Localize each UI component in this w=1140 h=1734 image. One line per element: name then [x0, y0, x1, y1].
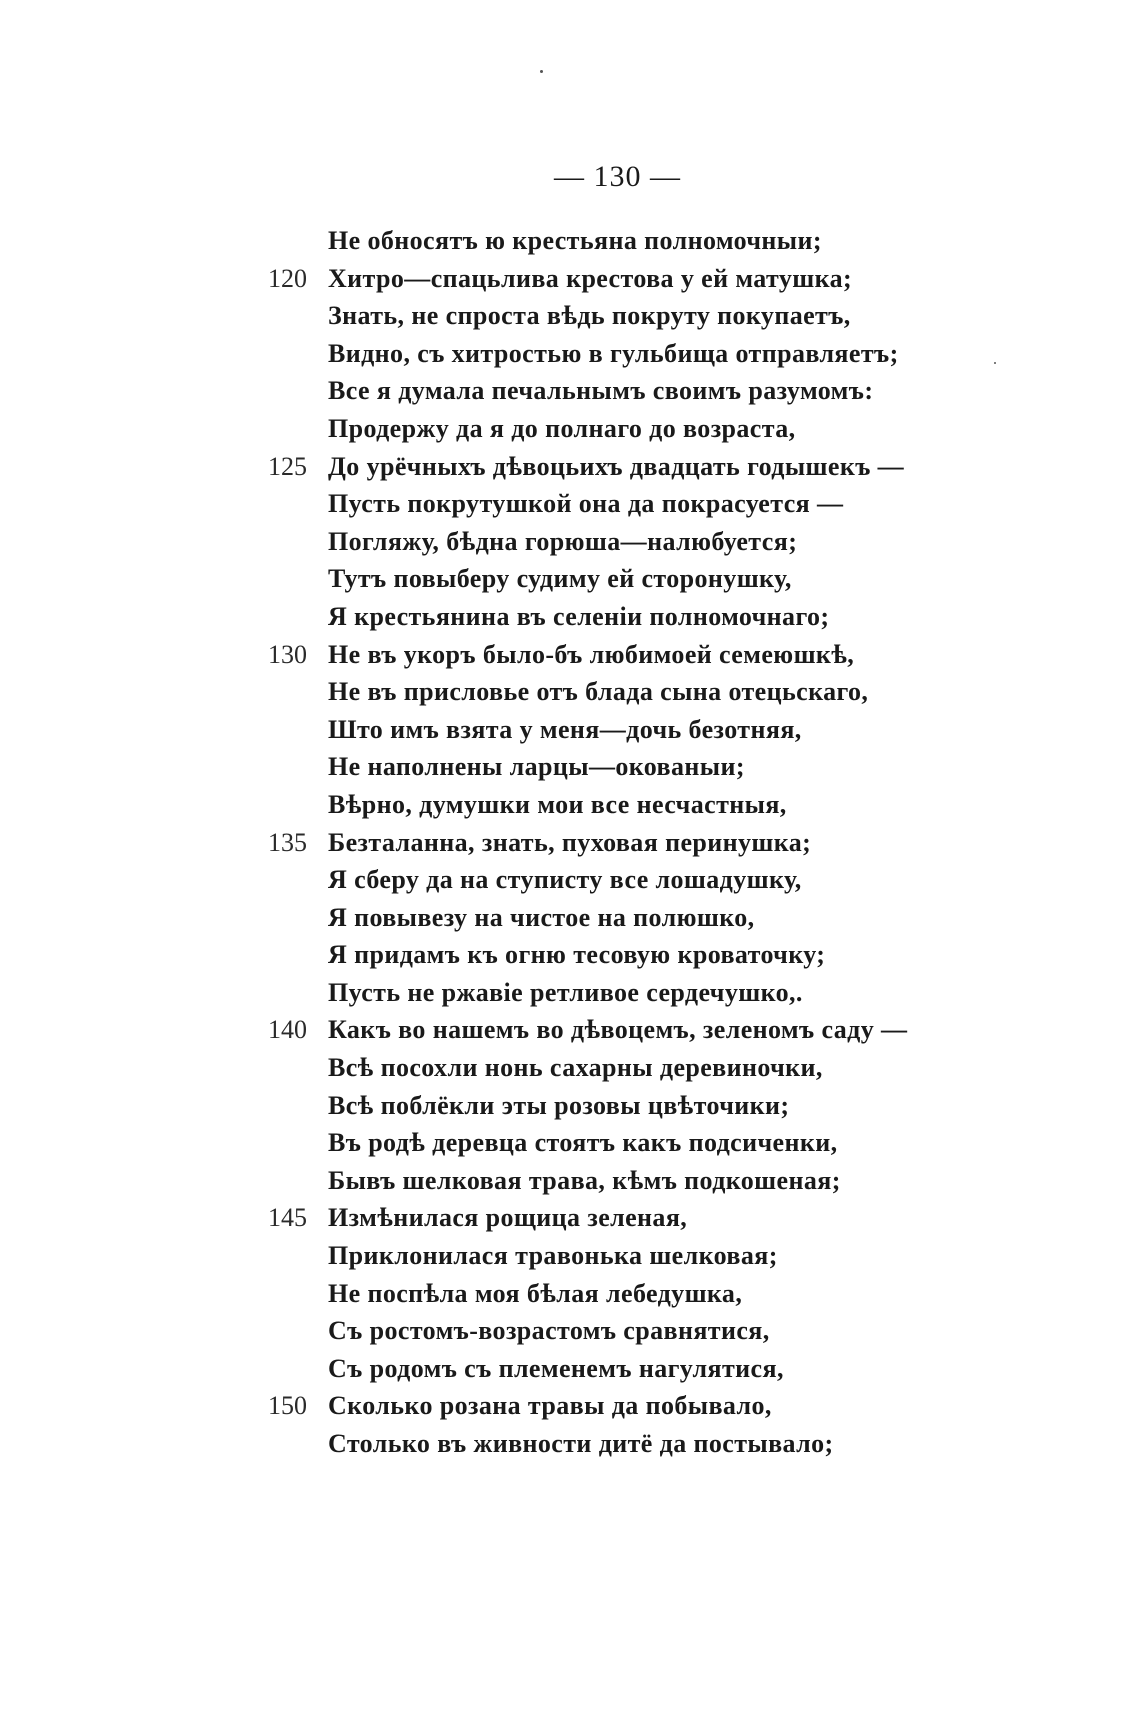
poem-line [0, 1011, 1140, 1049]
poem-line [0, 824, 1140, 862]
poem-line [0, 1199, 1140, 1237]
poem-line [0, 1350, 1140, 1388]
verse-line: Приклонилася травонька шелковая; [328, 1241, 778, 1271]
poem-line [0, 335, 1140, 373]
verse-line: Съ родомъ съ племенемъ нагулятися, [328, 1353, 784, 1383]
poem-line [0, 1312, 1140, 1350]
poem-line [0, 1275, 1140, 1313]
poem-line [0, 598, 1140, 636]
poem-line [0, 410, 1140, 448]
verse-line: Не въ укоръ было-бъ любимоей семеюшкѣ, [328, 639, 855, 669]
poem-line [0, 260, 1140, 298]
verse-line: Вѣрно, думушки мои все несчастныя, [328, 789, 787, 819]
poem-line [0, 1087, 1140, 1125]
verse-line: Измѣнилася рощица зеленая, [328, 1203, 688, 1233]
page-number: — 130 — [554, 160, 681, 193]
verse-line: Тутъ повыберу судиму ей сторонушку, [328, 564, 792, 594]
verse-line: Столько въ живности дитё да постывало; [328, 1429, 834, 1458]
poem-line [0, 222, 1140, 260]
poem-line [0, 448, 1140, 486]
verse-line: Не въ присловье отъ блада сына отецьскаго, [328, 677, 869, 707]
poem-line [0, 297, 1140, 335]
verse-line: Пусть не ржавіе ретливое сердечушко,. [328, 977, 803, 1007]
poem-line [0, 711, 1140, 749]
poem-line [0, 1049, 1140, 1087]
verse-line: Знать, не спроста вѣдь покруту покупаетъ, [328, 301, 851, 331]
verse-line: Съ ростомъ-возрастомъ сравнятися, [328, 1316, 770, 1346]
poem-line [0, 1387, 1140, 1425]
poem-line [0, 1124, 1140, 1162]
verse-line: Я придамъ къ огню тесовую кроваточку; [328, 940, 826, 970]
verse-line: Не наполнены ларцы—окованыи; [328, 752, 745, 782]
verse-line: Я сберу да на ступисту все лошадушку, [328, 865, 802, 895]
verse-line: Не поспѣла моя бѣлая лебедушка, [328, 1278, 743, 1308]
poem-line [0, 899, 1140, 937]
verse-line: Всѣ поблёкли эты розовы цвѣточики; [328, 1090, 790, 1120]
verse-line: Безталанна, знать, пуховая перинушка; [328, 827, 812, 857]
verse-line: Все я думала печальнымъ своимъ разумомъ: [328, 376, 874, 406]
poem-line [0, 1162, 1140, 1200]
verse-line: Погляжу, бѣдна горюша—налюбуется; [328, 526, 798, 556]
poem-line [0, 861, 1140, 899]
verse-line: Бывъ шелковая трава, кѣмъ подкошеная; [328, 1165, 841, 1195]
verse-line: Продержу да я до полнаго до возраста, [328, 413, 796, 443]
verse-line: Всѣ посохли нонь сахарны деревиночки, [328, 1053, 823, 1083]
poem-line [0, 786, 1140, 824]
poem-text [0, 222, 1140, 1463]
verse-line: Што имъ взята у меня—дочь безотняя, [328, 714, 802, 744]
poem-line [0, 636, 1140, 674]
verse-line: Сколько розана травы да побывало, [328, 1391, 772, 1421]
print-speck [540, 70, 543, 73]
verse-line: Не обносятъ ю крестьяна полномочныи; [328, 226, 822, 255]
verse-line: Какъ во нашемъ во дѣвоцемъ, зеленомъ саду — [328, 1015, 908, 1045]
poem-line [0, 1237, 1140, 1275]
poem-line [0, 560, 1140, 598]
line-number: 150 [268, 1391, 307, 1421]
line-number: 135 [268, 827, 307, 857]
verse-line: Я крестьянина въ селеніи полномочнаго; [328, 601, 830, 631]
line-number: 140 [268, 1015, 307, 1045]
line-number: 125 [268, 451, 307, 481]
verse-line: Въ родѣ деревца стоятъ какъ подсиченки, [328, 1128, 838, 1158]
verse-line: Видно, съ хитростью в гульбища отправляетъ; [328, 338, 899, 368]
line-number: 130 [268, 639, 307, 669]
poem-line [0, 748, 1140, 786]
poem-line [0, 372, 1140, 410]
poem-line [0, 523, 1140, 561]
poem-line [0, 974, 1140, 1012]
poem-line [0, 936, 1140, 974]
verse-line: Пусть покрутушкой она да покрасуется — [328, 489, 844, 519]
line-number: 145 [268, 1203, 307, 1233]
poem-line [0, 673, 1140, 711]
line-number: 120 [268, 263, 307, 293]
poem-line [0, 485, 1140, 523]
verse-line: До урёчныхъ дѣвоцьихъ двадцать годышекъ — [328, 451, 905, 481]
poem-line [0, 1425, 1140, 1463]
verse-line: Хитро—спацьлива крестова у ей матушка; [328, 263, 853, 293]
verse-line: Я повывезу на чистое на полюшко, [328, 902, 755, 932]
